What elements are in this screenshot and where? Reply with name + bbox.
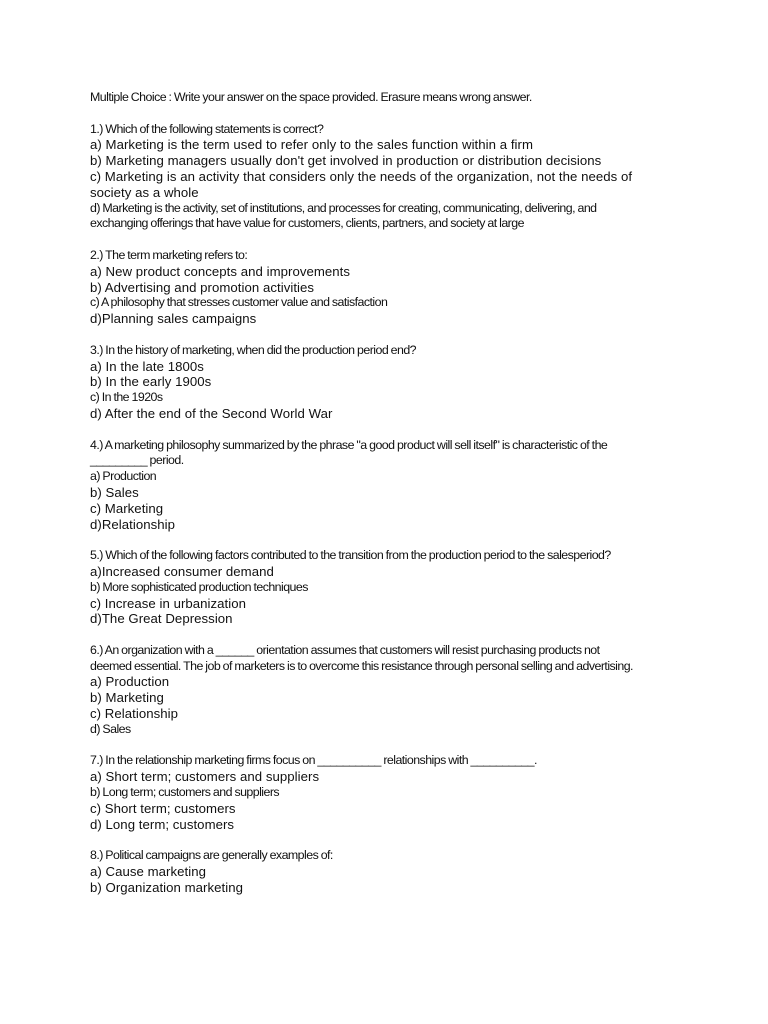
option-b: b) Long term; customers and suppliers	[90, 785, 280, 800]
option-d: d) Long term; customers	[90, 816, 235, 832]
question-stem: 4.) A marketing philosophy summarized by the phrase "a good product will sell itself" is characteristic of the	[90, 437, 608, 452]
spacer	[90, 327, 730, 343]
option-c: c) Relationship	[90, 706, 178, 722]
option-a: a) Cause marketing	[90, 864, 206, 880]
question-stem-continued: deemed essential. The job of marketers is to overcome this resistance through personal selling and advertising.	[90, 658, 633, 673]
option-c: c) Marketing is an activity that considers only the needs of the organization, not the needs of	[90, 168, 633, 184]
option-a: a) New product concepts and improvements	[90, 263, 351, 279]
option-a: a) In the late 1800s	[90, 358, 204, 374]
spacer	[90, 738, 730, 754]
spacer	[90, 232, 730, 248]
option-d: d)The Great Depression	[90, 611, 233, 627]
option-d: d)Planning sales campaigns	[90, 311, 257, 327]
option-a: a) Marketing is the term used to refer only to the sales function within a firm	[90, 137, 533, 153]
question-stem: 2.) The term marketing refers to:	[90, 247, 248, 262]
option-d: d) Marketing is the activity, set of institutions, and processes for creating, communicating, delivering, and	[90, 200, 597, 215]
question-1	[90, 122, 730, 233]
question-6	[90, 643, 730, 738]
question-7	[90, 753, 730, 832]
question-stem: 7.) In the relationship marketing firms focus on __________ relationships with __________.	[90, 753, 537, 768]
question-8	[90, 848, 730, 895]
question-stem: 5.) Which of the following factors contributed to the transition from the production period to the salesperiod?	[90, 548, 611, 563]
spacer	[90, 532, 730, 548]
option-a: a) Production	[90, 469, 157, 484]
spacer	[90, 422, 730, 438]
option-c: c) A philosophy that stresses customer value and satisfaction	[90, 295, 388, 310]
question-5	[90, 548, 730, 627]
spacer	[90, 832, 730, 848]
option-b: b) Marketing	[90, 690, 164, 706]
spacer	[90, 106, 730, 122]
option-d: d) After the end of the Second World War	[90, 405, 333, 421]
question-stem-continued: _________ period.	[90, 453, 184, 468]
question-2	[90, 248, 730, 327]
question-stem: 8.) Political campaigns are generally examples of:	[90, 848, 333, 863]
option-b: b) Sales	[90, 484, 139, 500]
option-d: d)Relationship	[90, 516, 176, 532]
spacer	[90, 627, 730, 643]
question-4	[90, 438, 730, 533]
option-b: b) More sophisticated production techniques	[90, 579, 308, 594]
option-c: c) In the 1920s	[90, 390, 163, 405]
option-c: c) Short term; customers	[90, 800, 236, 816]
option-d-continued: exchanging offerings that have value for customers, clients, partners, and society at large	[90, 216, 524, 231]
option-b: b) Organization marketing	[90, 879, 243, 895]
option-c-continued: society as a whole	[90, 184, 199, 200]
question-3	[90, 343, 730, 422]
option-b: b) Advertising and promotion activities	[90, 279, 315, 295]
option-b: b) Marketing managers usually don't get involved in production or distribution decisions	[90, 153, 602, 169]
question-stem: 6.) An organization with a ______ orientation assumes that customers will resist purchasing products not	[90, 642, 600, 657]
option-c: c) Increase in urbanization	[90, 595, 247, 611]
worksheet-page	[90, 90, 730, 896]
option-a: a) Short term; customers and suppliers	[90, 769, 320, 785]
question-stem: 3.) In the history of marketing, when did the production period end?	[90, 342, 417, 357]
option-a: a) Production	[90, 674, 170, 690]
option-c: c) Marketing	[90, 500, 164, 516]
instructions: Multiple Choice : Write your answer on the space provided. Erasure means wrong answer.	[90, 90, 532, 104]
question-stem: 1.) Which of the following statements is correct?	[90, 121, 324, 136]
option-a: a)Increased consumer demand	[90, 563, 274, 579]
option-b: b) In the early 1900s	[90, 374, 212, 390]
option-d: d) Sales	[90, 721, 131, 736]
